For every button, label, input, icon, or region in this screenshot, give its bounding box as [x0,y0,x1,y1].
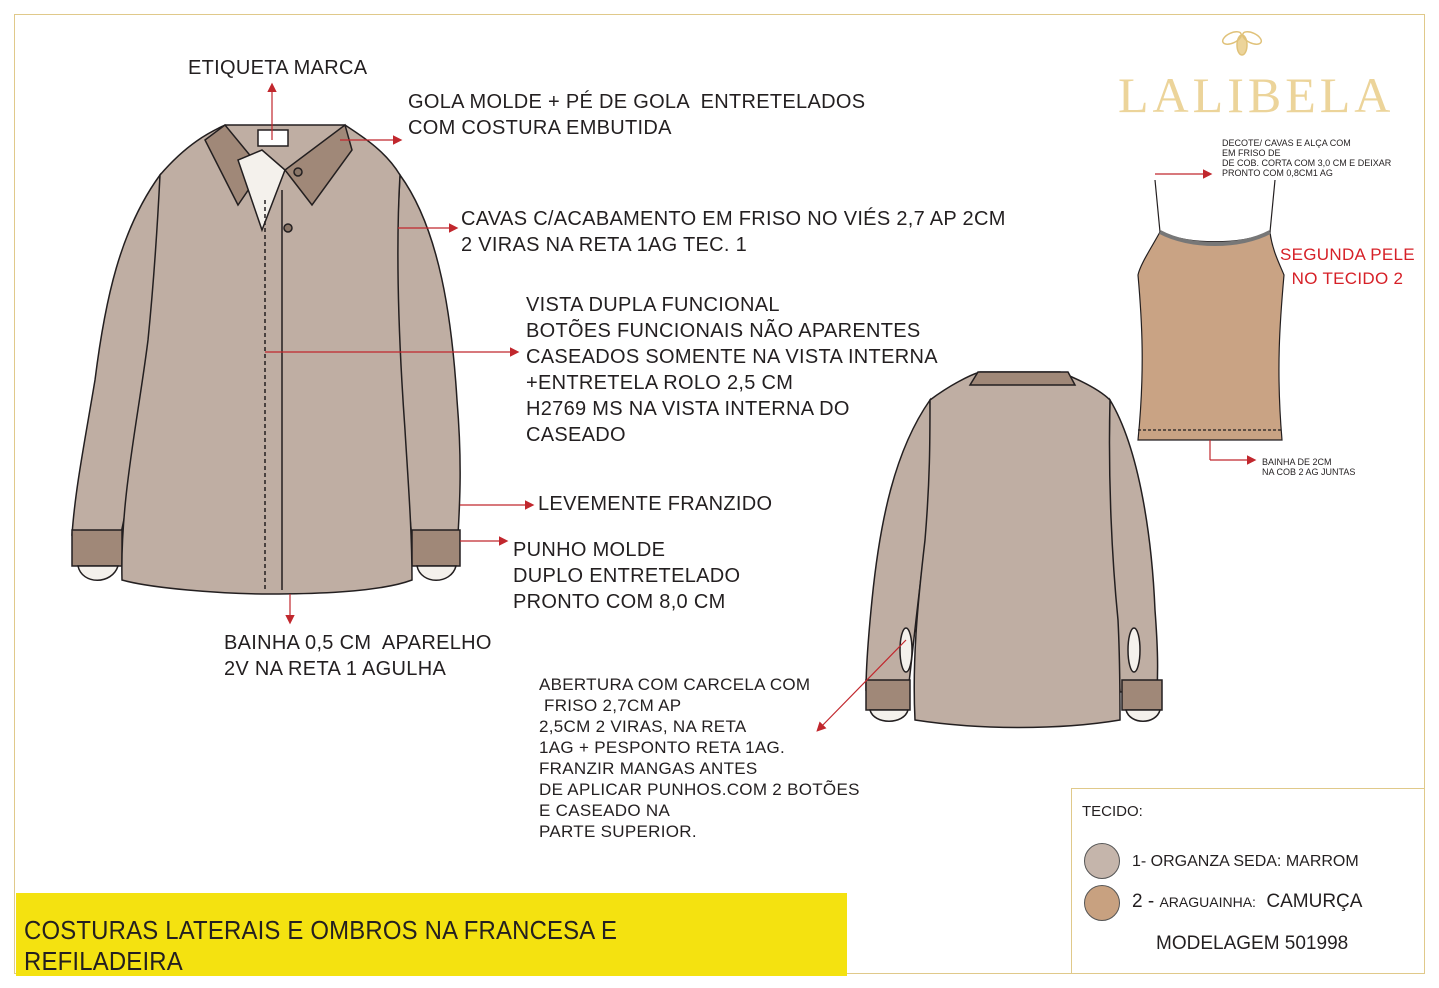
footer-banner [16,893,847,976]
label-cavas: CAVAS C/ACABAMENTO EM FRISO NO VIÉS 2,7 AP 2CM 2 VIRAS NA RETA 1AG TEC. 1 [461,208,1006,256]
tank-top-drawing [1138,180,1284,440]
label-bainha: BAINHA 0,5 CM APARELHO 2V NA RETA 1 AGULHA [224,632,492,680]
label-abertura: ABERTURA COM CARCELA COM FRISO 2,7CM AP 2,5CM 2 VIRAS, NA RETA 1AG + PESPONTO RETA 1AG. FRANZIR MANGAS ANTES DE APLICAR PUNHOS.COM 2 BOTÕES E CASEADO NA PARTE SUPERIOR. [539,675,860,841]
shirt-front-drawing [72,125,460,594]
fabric-swatch-2 [1084,885,1120,921]
right-cuff [412,530,460,566]
label-decote: DECOTE/ CAVAS E ALÇA COM EM FRISO DE DE COB. CORTA COM 3,0 CM E DEIXAR PRONTO COM 0,8CM1 AG [1222,138,1392,178]
banner-text: COSTURAS LATERAIS E OMBROS NA FRANCESA E REFILADEIRA [24,915,618,976]
label-gola: GOLA MOLDE + PÉ DE GOLA ENTRETELADOS COM COSTURA EMBUTIDA [408,91,866,139]
fabric-item-2: 2 - ARAGUAINHA: CAMURÇA [1132,891,1363,912]
label-punho: PUNHO MOLDE DUPLO ENTRETELADO PRONTO COM 8,0 CM [513,539,741,613]
bee-icon [1221,29,1263,55]
fabric-item-1: 1- ORGANZA SEDA: MARROM [1132,853,1359,870]
brand-label [258,130,288,146]
fabric-title: TECIDO: [1082,803,1143,820]
label-franzido: LEVEMENTE FRANZIDO [538,493,773,515]
fabric-legend [1071,788,1425,974]
left-cuff [72,530,122,566]
label-etiqueta: ETIQUETA MARCA [188,57,368,79]
label-segunda-pele: SEGUNDA PELE NO TECIDO 2 [1280,245,1415,288]
label-vista: VISTA DUPLA FUNCIONAL BOTÕES FUNCIONAIS NÃO APARENTES CASEADOS SOMENTE NA VISTA INTERNA +ENTRETELA ROLO 2,5 CM H2769 MS NA VISTA INTERNA DO CASEADO [526,294,938,446]
model-number: MODELAGEM 501998 [1156,933,1349,954]
label-bainha-top: BAINHA DE 2CM NA COB 2 AG JUNTAS [1262,457,1356,477]
fabric-swatch-1 [1084,843,1120,879]
brand-logo: LALIBELA [1118,67,1395,123]
